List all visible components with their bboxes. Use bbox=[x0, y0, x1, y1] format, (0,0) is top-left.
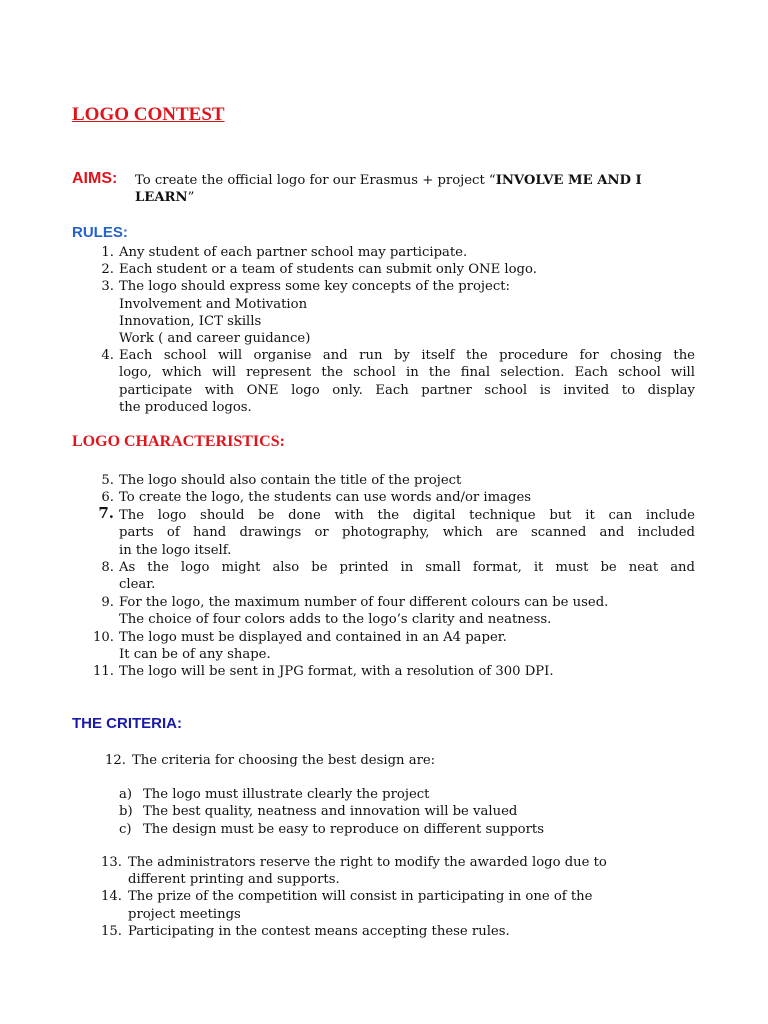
page-title: LOGO CONTEST bbox=[72, 104, 225, 125]
list-item-line: The prize of the competition will consist in participating in one of the bbox=[128, 889, 593, 905]
criteria-sub-label: a) bbox=[119, 787, 133, 802]
list-item-number: 8. bbox=[101, 560, 114, 575]
criteria-sub-text: The logo must illustrate clearly the project bbox=[143, 787, 430, 802]
list-item-line: project meetings bbox=[128, 906, 241, 922]
aims-heading: AIMS: bbox=[72, 170, 118, 187]
list-item-line: The logo should be done with the digital technique but it can include bbox=[119, 507, 695, 523]
list-item-number: 3. bbox=[101, 279, 114, 295]
list-item-number: 1. bbox=[101, 245, 114, 260]
list-item-line: Any student of each partner school may participate. bbox=[119, 245, 468, 260]
list-item-line: The logo should also contain the title of the project bbox=[119, 473, 462, 488]
rules-heading: RULES: bbox=[72, 224, 128, 241]
list-item-line: As the logo might also be printed in small format, it must be neat and bbox=[119, 560, 695, 575]
list-item-line: The logo will be sent in JPG format, with a resolution of 300 DPI. bbox=[119, 664, 554, 680]
list-item-line: Each student or a team of students can submit only ONE logo. bbox=[119, 262, 537, 278]
list-item-number: 7. bbox=[98, 503, 114, 522]
criteria-sub-label: c) bbox=[119, 821, 132, 837]
criteria-heading: THE CRITERIA: bbox=[72, 715, 182, 732]
aims-text-line1 bbox=[135, 172, 642, 189]
list-item-line: The logo must be displayed and contained in an A4 paper. bbox=[119, 629, 507, 645]
characteristics-heading: LOGO CHARACTERISTICS: bbox=[72, 433, 285, 450]
list-item-number: 2. bbox=[101, 262, 114, 278]
criteria-intro-text: The criteria for choosing the best design are: bbox=[132, 753, 436, 768]
list-item-number: 10. bbox=[93, 629, 114, 645]
list-item-line: parts of hand drawings or photography, which are scanned and included bbox=[119, 525, 695, 541]
list-item-line: For the logo, the maximum number of four different colours can be used. bbox=[119, 594, 609, 610]
list-item-line: The administrators reserve the right to modify the awarded logo due to bbox=[128, 855, 607, 870]
list-item-number: 4. bbox=[101, 348, 114, 364]
aims-suffix: ” bbox=[187, 190, 195, 205]
aims-text-line2 bbox=[135, 189, 194, 206]
list-item-line: different printing and supports. bbox=[128, 872, 340, 888]
list-item-line: logo, which will represent the school in the final selection. Each school will bbox=[119, 365, 695, 381]
criteria-sub-text: The best quality, neatness and innovation will be valued bbox=[143, 804, 518, 820]
list-item-line: clear. bbox=[119, 577, 156, 593]
list-item-number: 6. bbox=[101, 490, 114, 506]
list-item-line: participate with ONE logo only. Each partner school is invited to display bbox=[119, 382, 695, 398]
aims-prefix: To create the official logo for our Erasmus + project “ bbox=[135, 173, 496, 188]
aims-project-part1: INVOLVE ME AND I bbox=[495, 173, 642, 188]
list-item-number: 9. bbox=[101, 594, 114, 610]
list-item-line: Work ( and career guidance) bbox=[119, 331, 311, 346]
list-item-line: Each school will organise and run by itself the procedure for chosing the bbox=[119, 348, 695, 364]
list-item-number: 13. bbox=[101, 855, 122, 870]
list-item-number: 14. bbox=[101, 889, 122, 905]
criteria-intro-number: 12. bbox=[105, 753, 126, 768]
list-item-line: Involvement and Motivation bbox=[119, 296, 308, 312]
list-item-line: in the logo itself. bbox=[119, 542, 232, 558]
list-item-line: It can be of any shape. bbox=[119, 647, 271, 662]
list-item-line: the produced logos. bbox=[119, 399, 252, 415]
list-item-line: Innovation, ICT skills bbox=[119, 313, 262, 329]
list-item-number: 11. bbox=[93, 664, 114, 680]
list-item-line: The choice of four colors adds to the logo’s clarity and neatness. bbox=[119, 612, 552, 628]
criteria-sub-label: b) bbox=[119, 804, 133, 820]
list-item-number: 15. bbox=[101, 923, 122, 939]
list-item-line: Participating in the contest means accepting these rules. bbox=[128, 923, 510, 939]
list-item-line: To create the logo, the students can use words and/or images bbox=[119, 490, 532, 506]
list-item-line: The logo should express some key concepts of the project: bbox=[119, 279, 510, 295]
criteria-sub-text: The design must be easy to reproduce on different supports bbox=[143, 821, 544, 837]
list-item-number: 5. bbox=[101, 473, 114, 488]
aims-project-part2: LEARN bbox=[135, 190, 188, 205]
